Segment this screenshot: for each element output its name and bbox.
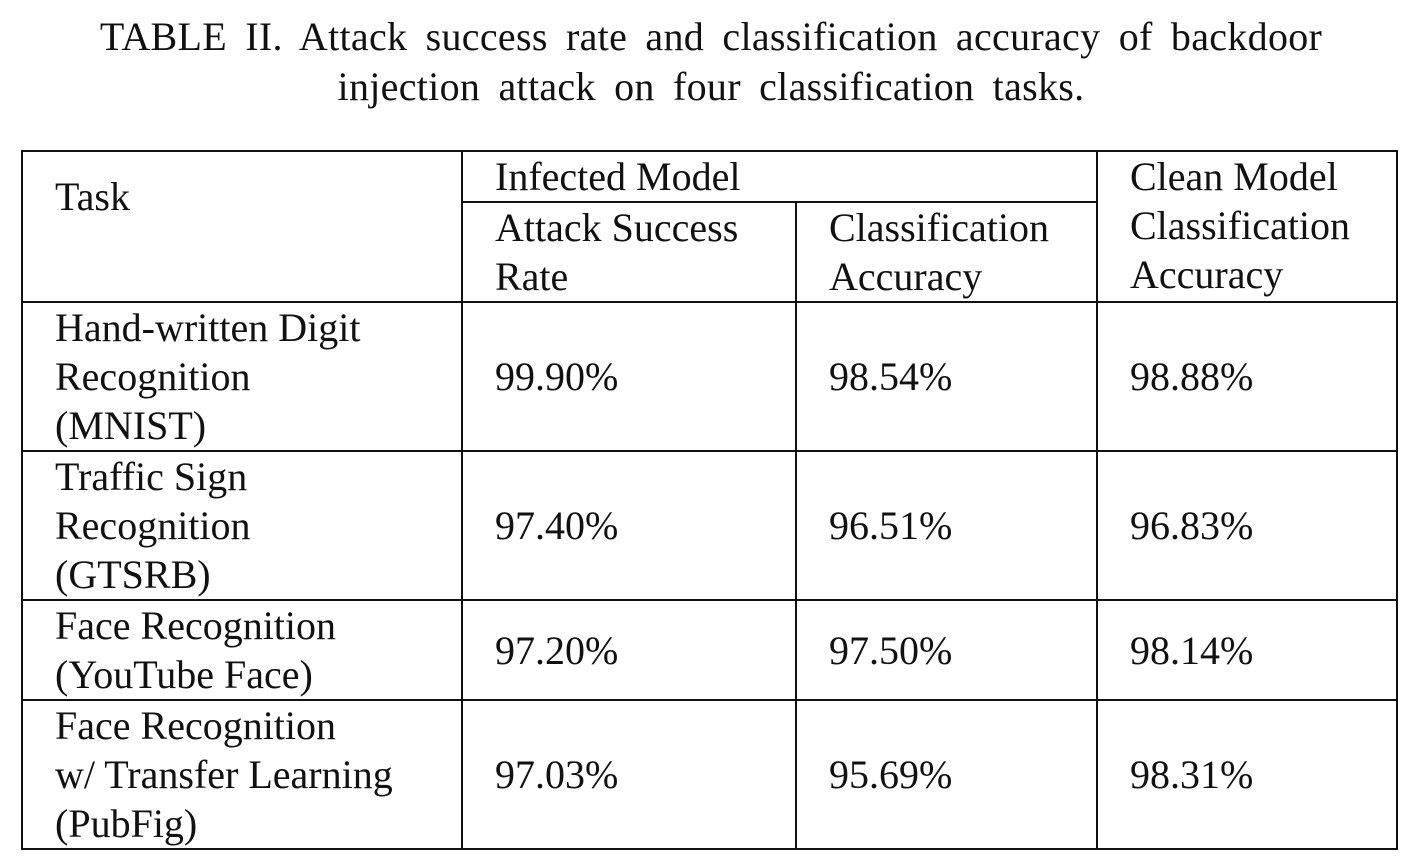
table-caption <box>0 12 1422 112</box>
task-line: Traffic Sign <box>55 454 248 499</box>
infected-accuracy-cell: 97.50% <box>796 600 1097 700</box>
clean-model-label: Clean Model <box>1130 154 1338 199</box>
caption-line-2: injection attack on four classification tasks. <box>337 64 1085 109</box>
clean-model-header <box>1097 151 1397 302</box>
task-line: Face Recognition <box>55 703 337 748</box>
infected-accuracy-label-2: Accuracy <box>829 254 983 299</box>
table-row <box>22 700 1397 849</box>
infected-accuracy-cell: 95.69% <box>796 700 1097 849</box>
task-line: Face Recognition <box>55 603 337 648</box>
clean-accuracy-cell: 96.83% <box>1097 451 1397 600</box>
attack-success-rate-cell: 97.20% <box>462 600 796 700</box>
task-line: Hand-written Digit <box>55 305 361 350</box>
clean-accuracy-label-1: Classification <box>1130 203 1350 248</box>
table-row <box>22 302 1397 451</box>
asr-label-1: Attack Success <box>495 205 739 250</box>
infected-accuracy-header <box>796 202 1097 302</box>
task-line: Recognition <box>55 354 251 399</box>
task-cell <box>22 700 462 849</box>
clean-accuracy-cell: 98.31% <box>1097 700 1397 849</box>
clean-accuracy-label-2: Accuracy <box>1130 252 1284 297</box>
task-line: (YouTube Face) <box>55 652 313 697</box>
attack-success-rate-cell: 99.90% <box>462 302 796 451</box>
attack-success-rate-cell: 97.40% <box>462 451 796 600</box>
task-line: w/ Transfer Learning <box>55 752 393 797</box>
infected-accuracy-cell: 96.51% <box>796 451 1097 600</box>
caption-line-1: TABLE II. Attack success rate and classification accuracy of backdoor <box>99 14 1323 59</box>
header-row-1 <box>22 151 1397 202</box>
attack-success-rate-header <box>462 202 796 302</box>
attack-success-rate-cell: 97.03% <box>462 700 796 849</box>
task-cell <box>22 600 462 700</box>
infected-accuracy-cell: 98.54% <box>796 302 1097 451</box>
infected-model-header: Infected Model <box>462 151 1097 202</box>
task-line: (PubFig) <box>55 801 198 846</box>
task-header: Task <box>22 151 462 302</box>
task-line: (GTSRB) <box>55 552 211 597</box>
clean-accuracy-cell: 98.88% <box>1097 302 1397 451</box>
infected-accuracy-label-1: Classification <box>829 205 1049 250</box>
table-row <box>22 451 1397 600</box>
clean-accuracy-cell: 98.14% <box>1097 600 1397 700</box>
results-table <box>21 150 1398 850</box>
task-cell <box>22 302 462 451</box>
asr-label-2: Rate <box>495 254 569 299</box>
task-cell <box>22 451 462 600</box>
task-line: Recognition <box>55 503 251 548</box>
table-row <box>22 600 1397 700</box>
task-line: (MNIST) <box>55 403 207 448</box>
